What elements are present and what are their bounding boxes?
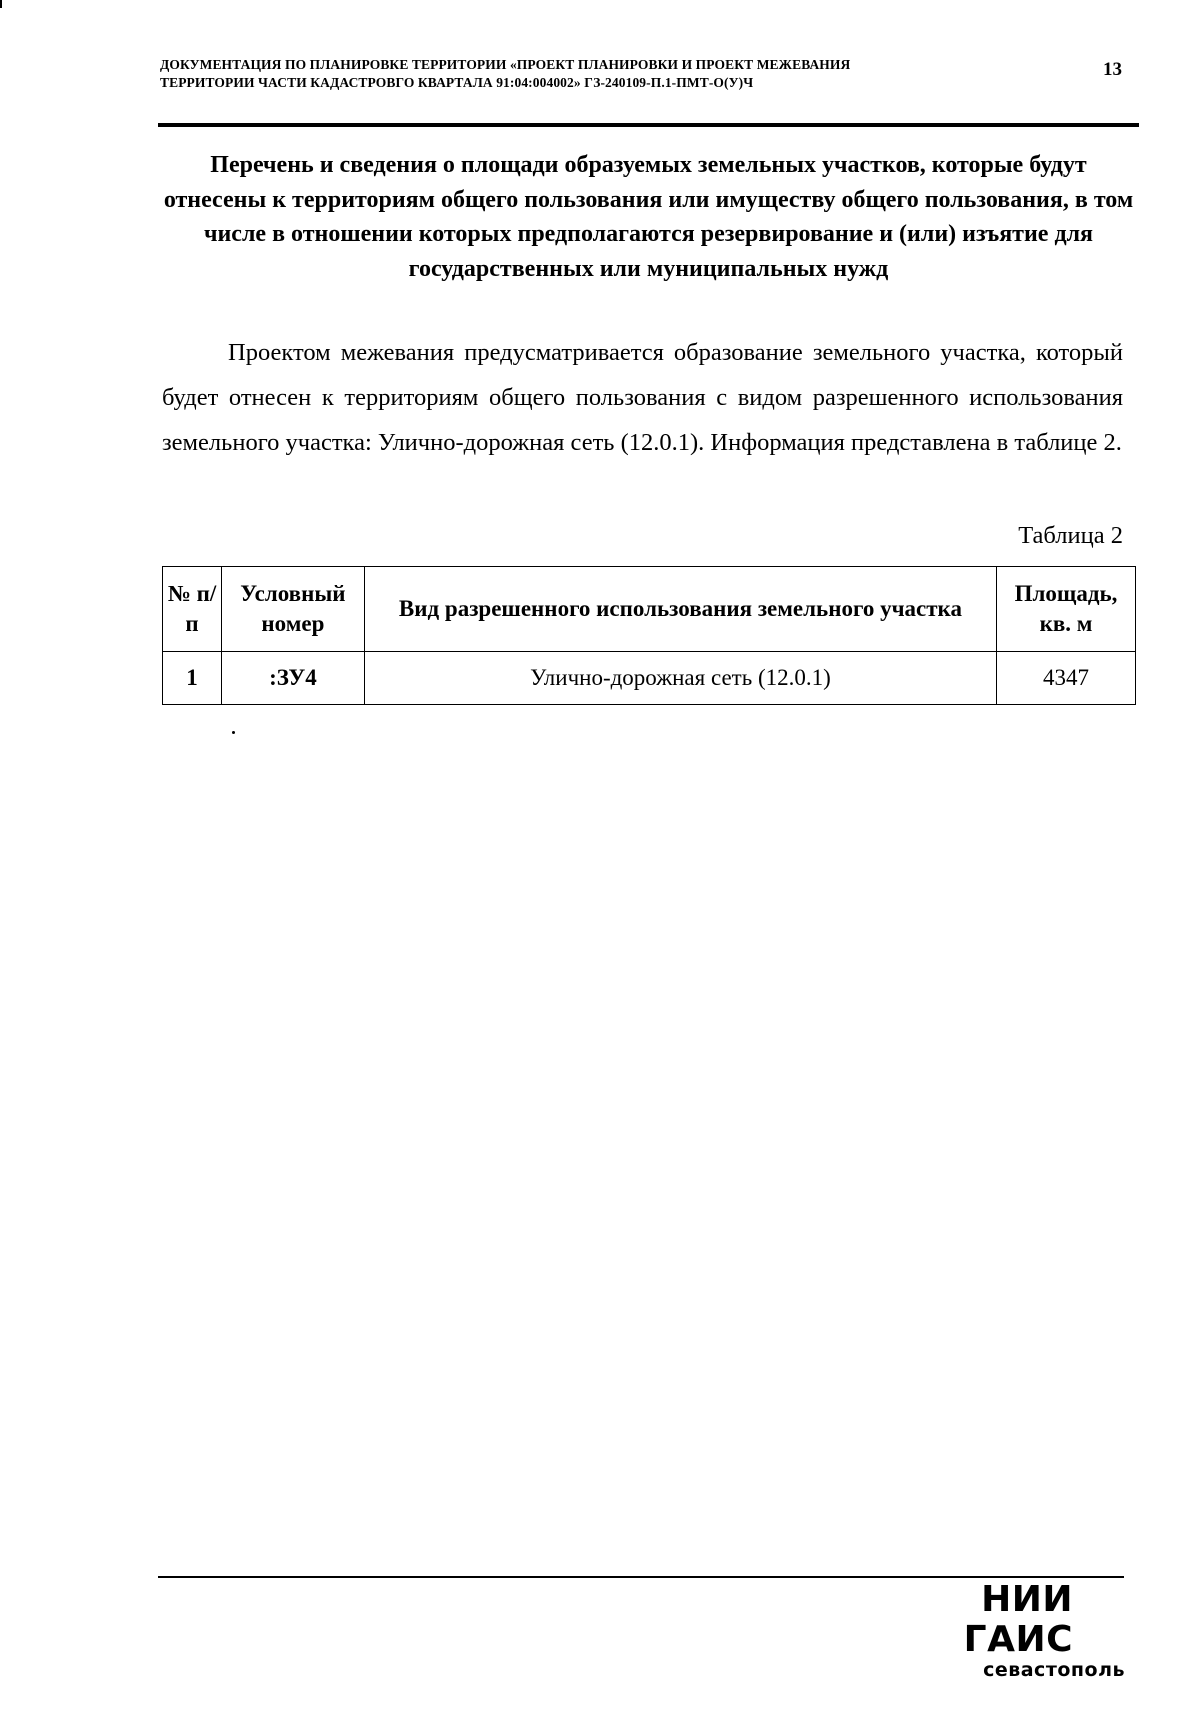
cell-number: 1	[163, 652, 222, 705]
body-paragraph: Проектом межевания предусматривается образование земельного участка, который будет отнесен к территориям общего пользования с видом разрешенного использования земельного участка: Улично-дорожная сеть (12.0.1). Информация представлена в таблице 2.	[162, 339, 1123, 456]
footer-divider	[158, 1576, 1124, 1578]
cell-use: Улично-дорожная сеть (12.0.1)	[364, 652, 996, 705]
logo-sub-text: севастополь	[983, 1659, 1125, 1681]
section-title: Перечень и сведения о площади образуемых земельных участков, которые будут отнесены к территориям общего пользования или имуществу общего пользования, в том числе в отношении которых предполагаются резервирование и (или) изъятие для государственных или муниципальных нужд	[163, 152, 1134, 282]
table-row	[163, 652, 1136, 705]
header-divider	[158, 123, 1139, 127]
scan-edge-mark	[0, 0, 2, 8]
page-number: 13	[1103, 59, 1122, 80]
land-plots-table	[162, 566, 1136, 705]
scan-dot	[232, 731, 235, 734]
table-header-row	[163, 567, 1136, 652]
logo-main-text: НИИ ГАИС	[963, 1579, 1073, 1660]
document-header	[160, 56, 1080, 92]
cell-code: :ЗУ4	[221, 652, 364, 705]
header-line-2: ТЕРРИТОРИИ ЧАСТИ КАДАСТРОВГО КВАРТАЛА 91:04:004002» ГЗ-240109-П.1-ПМТ-О(У)Ч	[160, 75, 754, 90]
company-logo	[860, 1580, 1125, 1680]
header-area: Площадь, кв. м	[997, 567, 1136, 652]
header-code: Условный номер	[221, 567, 364, 652]
cell-area: 4347	[997, 652, 1136, 705]
header-number: № п/п	[163, 567, 222, 652]
table-caption: Таблица 2	[1018, 522, 1123, 549]
header-use: Вид разрешенного использования земельного участка	[364, 567, 996, 652]
header-line-1: ДОКУМЕНТАЦИЯ ПО ПЛАНИРОВКЕ ТЕРРИТОРИИ «ПРОЕКТ ПЛАНИРОВКИ И ПРОЕКТ МЕЖЕВАНИЯ	[160, 57, 851, 72]
